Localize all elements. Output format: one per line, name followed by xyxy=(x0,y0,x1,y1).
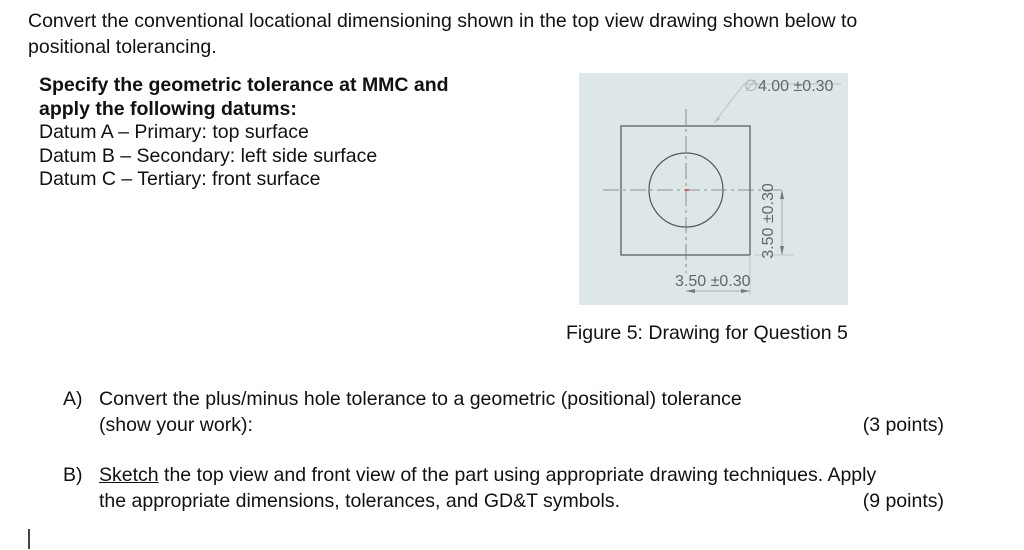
spec-heading-line-1: Specify the geometric tolerance at MMC and xyxy=(39,74,449,96)
sketch-underlined: Sketch xyxy=(99,464,159,486)
intro-line-1: Convert the conventional locational dimensioning shown in the top view drawing shown below to xyxy=(28,10,858,32)
intro-paragraph xyxy=(28,8,928,60)
vertical-dimension-text: 3.50 ±0.30 xyxy=(760,183,777,259)
question-a-text: Convert the plus/minus hole tolerance to a geometric (positional) tolerance (show your work): xyxy=(99,388,742,436)
datum-a: Datum A – Primary: top surface xyxy=(39,121,309,143)
drawing-canvas xyxy=(579,73,848,305)
question-a-points: (3 points) xyxy=(862,414,944,436)
top-view-drawing xyxy=(579,73,848,305)
diameter-symbol-icon: ∅ xyxy=(744,78,758,95)
figure-caption: Figure 5: Drawing for Question 5 xyxy=(566,322,848,344)
text-cursor[interactable] xyxy=(28,529,30,549)
hole-diameter-callout: ∅4.00 ±0.30 xyxy=(744,78,834,95)
question-a-label: A) xyxy=(63,388,83,410)
question-b-points: (9 points) xyxy=(862,490,944,512)
question-b-label: B) xyxy=(63,464,83,486)
datum-b: Datum B – Secondary: left side surface xyxy=(39,144,378,167)
spec-heading-line-2: apply the following datums: xyxy=(39,97,297,120)
intro-line-2: positional tolerancing. xyxy=(28,36,217,58)
question-b-text: Sketch the top view and front view of the part using appropriate drawing techniques. Apply the appropriate dimensions, tolerances, and GD&T symbols. xyxy=(99,464,877,512)
horizontal-dimension-text: 3.50 ±0.30 xyxy=(675,273,751,290)
datum-c: Datum C – Tertiary: front surface xyxy=(39,168,321,190)
spec-block xyxy=(39,74,449,192)
